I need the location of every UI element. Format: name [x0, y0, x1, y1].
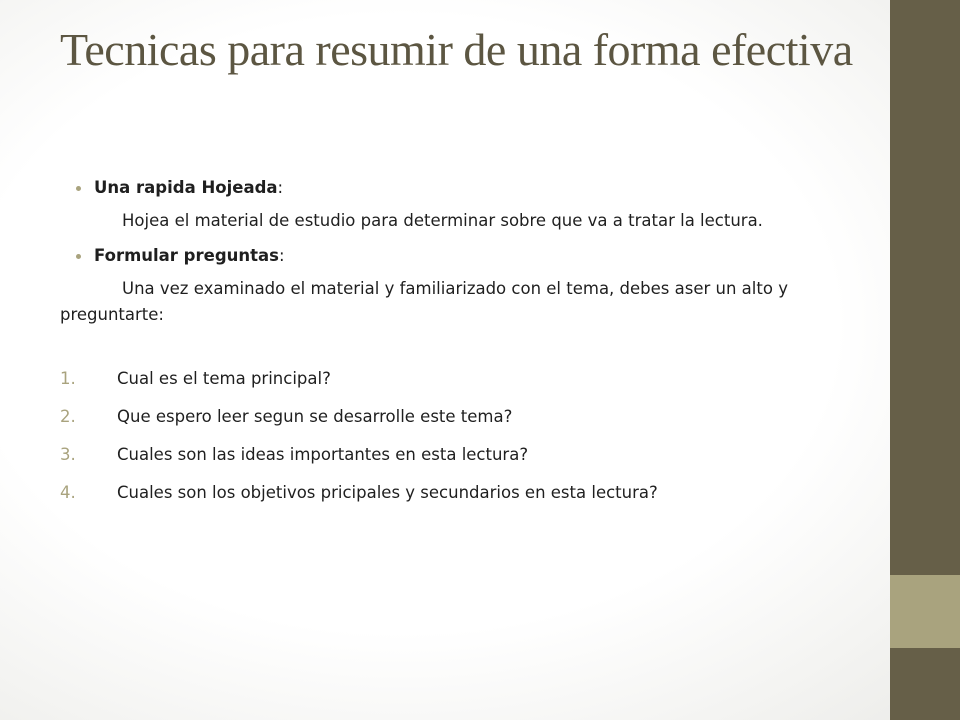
numbered-item — [60, 436, 860, 474]
item-number: 4. — [60, 483, 76, 502]
numbered-item — [60, 474, 860, 512]
bullet-paragraph — [60, 208, 860, 234]
slide-title: Tecnicas para resumir de una forma efectiva — [60, 24, 853, 75]
slide-content — [60, 172, 860, 512]
bullet-colon: : — [277, 178, 284, 197]
bullet-heading: Una rapida Hojeada — [94, 178, 278, 197]
accent-bar-top — [890, 0, 960, 575]
item-number: 1. — [60, 369, 76, 388]
bullet-item — [60, 240, 860, 272]
numbered-item — [60, 360, 860, 398]
bullet-item — [60, 172, 860, 204]
item-text: Que espero leer segun se desarrolle este tema? — [117, 407, 513, 426]
item-number: 2. — [60, 407, 76, 426]
bullet-colon: : — [278, 246, 285, 265]
bullet-paragraph-text: Hojea el material de estudio para determinar sobre que va a tratar la lectura. — [122, 211, 763, 230]
item-text: Cuales son los objetivos pricipales y secundarios en esta lectura? — [117, 483, 658, 502]
bullet-heading: Formular preguntas — [94, 246, 279, 265]
bullet-paragraph — [60, 276, 860, 328]
bullet-paragraph-text: Una vez examinado el material y familiarizado con el tema, debes aser un alto y preguntarte: — [60, 279, 788, 324]
item-text: Cual es el tema principal? — [117, 369, 331, 388]
bullet-dot-icon — [76, 186, 81, 191]
accent-bar-middle — [890, 575, 960, 648]
item-text: Cuales son las ideas importantes en esta lectura? — [117, 445, 529, 464]
accent-bar-bottom — [890, 648, 960, 720]
item-number: 3. — [60, 445, 76, 464]
bullet-dot-icon — [76, 254, 81, 259]
numbered-item — [60, 398, 860, 436]
